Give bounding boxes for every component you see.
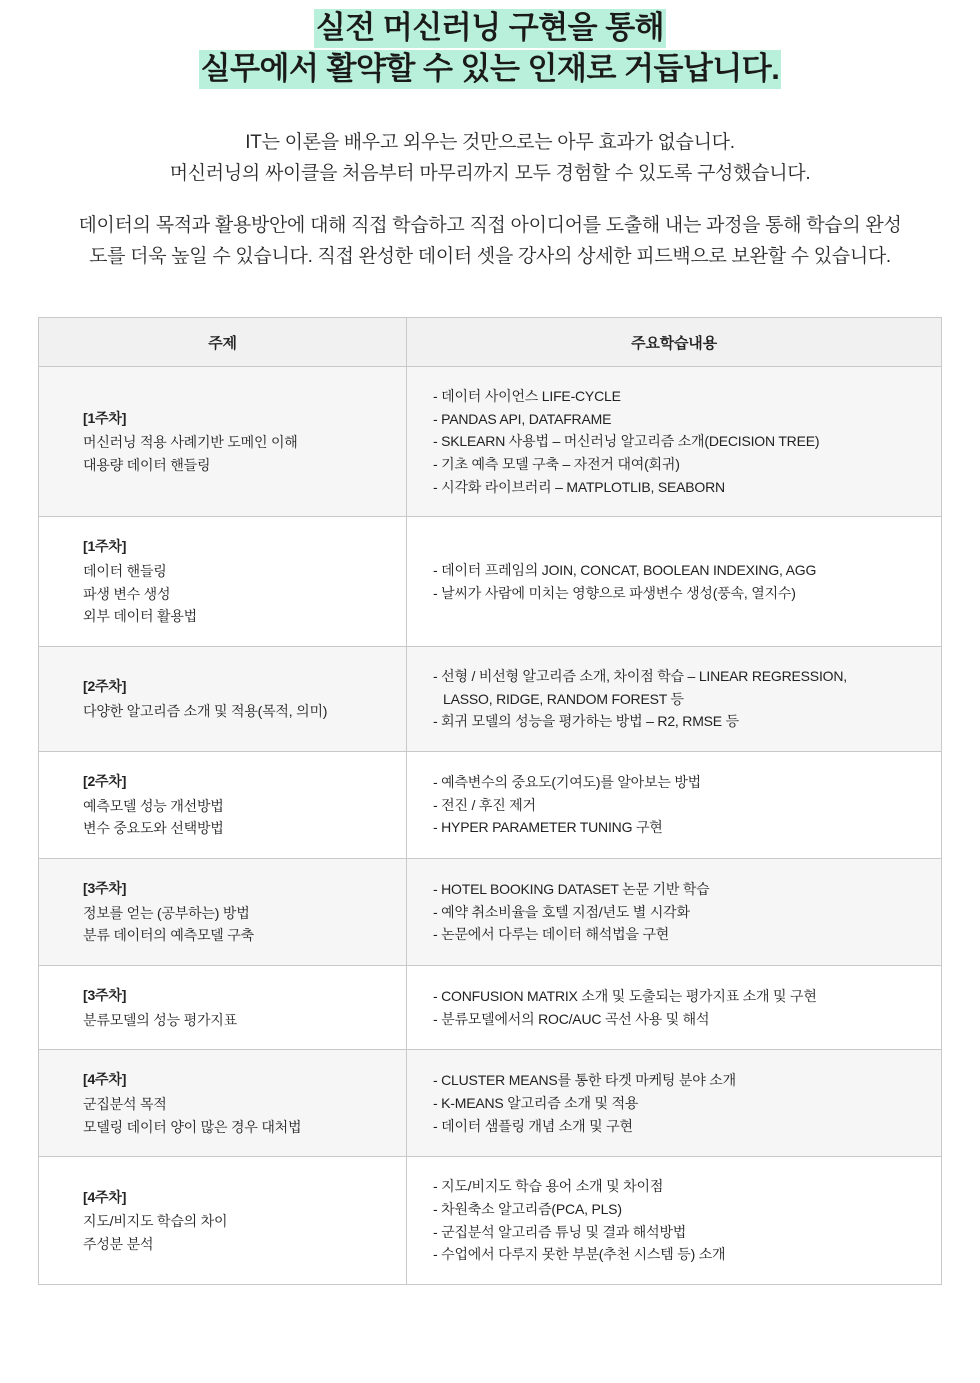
topic-lines [83,1210,388,1255]
headline-line-2 [0,49,980,90]
table-row [39,965,941,1049]
table-row [39,366,941,516]
table-body [39,366,941,1284]
content-line: - CLUSTER MEANS를 통한 타겟 마케팅 분야 소개 [433,1072,736,1089]
topic-lines [83,795,388,840]
content-line: - K-MEANS 알고리즘 소개 및 적용 [433,1094,639,1111]
topic-line: 분류 데이터의 예측모델 구축 [83,927,254,944]
curriculum-table [39,318,941,1285]
topic-line: 분류모델의 성능 평가지표 [83,1011,237,1028]
topic-lines [83,1093,388,1138]
content-lines [433,665,921,733]
content-line: LASSO, RIDGE, RANDOM FOREST 등 [443,690,684,707]
bottom-spacer [0,1285,980,1381]
table-cell-content [407,646,942,751]
content-line: - 분류모델에서의 ROC/AUC 곡선 사용 및 해석 [433,1010,710,1027]
content-line: - HYPER PARAMETER TUNING 구현 [433,819,663,836]
content-lines [433,559,921,604]
table-cell-topic [39,517,407,647]
table-cell-content [407,366,942,516]
content-lines [433,1069,921,1137]
content-line: - 지도/비지도 학습 용어 소개 및 차이점 [433,1178,664,1195]
content-line: - 수업에서 다루지 못한 부분(추천 시스템 등) 소개 [433,1246,726,1263]
topic-line: 파생 변수 생성 [83,585,171,602]
content-line: - 데이터 샘플링 개념 소개 및 구현 [433,1117,633,1134]
topic-line: 예측모델 성능 개선방법 [83,797,224,814]
table-cell-topic [39,751,407,858]
content-lines [433,385,921,498]
topic-week-label: [2주차] [83,772,127,789]
content-line: - 날씨가 사람에 미치는 영향으로 파생변수 생성(풍속, 열지수) [433,584,796,601]
topic-lines [83,431,388,476]
topic-lines [83,902,388,947]
table-cell-content [407,965,942,1049]
topic-line: 정보를 얻는 (공부하는) 방법 [83,904,250,921]
content-line: - 차원축소 알고리즘(PCA, PLS) [433,1201,622,1217]
table-cell-content [407,517,942,647]
topic-week-label: [3주차] [83,879,127,896]
intro-paragraph-2: 데이터의 목적과 활용방안에 대해 직접 학습하고 직접 아이디어를 도출해 내는 과정을 통해 학습의 완성도를 더욱 높일 수 있습니다. 직접 완성한 데이터 셋을 강사의 상세한 피드백으로 보완할 수 있습니다. [78,215,902,268]
content-line: - SKLEARN 사용법 – 머신러닝 알고리즘 소개(DECISION TREE) [433,433,820,450]
topic-line: 외부 데이터 활용법 [83,608,197,625]
curriculum-table-container [38,317,942,1285]
topic-line: 주성분 분석 [83,1236,154,1252]
headline-highlight-2: 실무에서 활약할 수 있는 인재로 거듭납니다. [199,50,782,89]
table-cell-content [407,1157,942,1285]
content-line: - 기초 예측 모델 구축 – 자전거 대여(회귀) [433,455,680,472]
page-title [0,0,980,90]
table-cell-content [407,751,942,858]
topic-line: 데이터 핸들링 [83,562,167,579]
intro-section [0,128,980,273]
table-cell-topic [39,1157,407,1285]
intro-paragraph-1-line-1: IT는 이론을 배우고 외우는 것만으로는 아무 효과가 없습니다. [245,131,735,153]
table-cell-topic [39,1050,407,1157]
table-cell-topic [39,858,407,965]
topic-line: 지도/비지도 학습의 차이 [83,1213,228,1230]
topic-week-label: [4주차] [83,1188,127,1205]
content-lines [433,878,921,946]
content-line: - 전진 / 후진 제거 [433,796,536,813]
table-row [39,1050,941,1157]
topic-line: 군집분석 목적 [83,1095,167,1112]
headline-highlight-1: 실전 머신러닝 구현을 통해 [314,9,666,48]
topic-line: 머신러닝 적용 사례기반 도메인 이해 [83,434,298,451]
topic-line: 다양한 알고리즘 소개 및 적용(목적, 의미) [83,702,328,719]
table-row [39,751,941,858]
topic-line: 모델링 데이터 양이 많은 경우 대처법 [83,1118,302,1135]
headline-line-1 [0,8,980,49]
topic-lines [83,560,388,628]
content-line: - 군집분석 알고리즘 튜닝 및 결과 해석방법 [433,1223,687,1240]
intro-paragraph-1 [0,128,980,190]
column-header-content: 주요학습내용 [407,318,942,367]
topic-week-label: [1주차] [83,409,127,426]
column-header-topic: 주제 [39,318,407,367]
content-line: - 예약 취소비율을 호텔 지점/년도 별 시각화 [433,903,690,920]
content-line: - 논문에서 다루는 데이터 해석법을 구현 [433,926,670,943]
content-line: - 시각화 라이브러리 – MATPLOTLIB, SEABORN [433,478,725,495]
table-cell-content [407,858,942,965]
topic-week-label: [1주차] [83,538,127,555]
content-line: - 예측변수의 중요도(기여도)를 알아보는 방법 [433,773,701,790]
table-header [39,318,941,367]
table-row [39,517,941,647]
table-row [39,1157,941,1285]
topic-line: 변수 중요도와 선택방법 [83,820,224,837]
topic-week-label: [4주차] [83,1071,127,1088]
content-line: - HOTEL BOOKING DATASET 논문 기반 학습 [433,880,710,897]
topic-lines [83,1009,388,1032]
topic-week-label: [3주차] [83,986,127,1003]
table-row [39,858,941,965]
content-lines [433,771,921,839]
topic-lines [83,700,388,723]
topic-line: 대용량 데이터 핸들링 [83,456,211,473]
table-cell-topic [39,646,407,751]
content-line: - 선형 / 비선형 알고리즘 소개, 차이점 학습 – LINEAR REGRESSION, [433,667,847,684]
content-line: - 데이터 프레임의 JOIN, CONCAT, BOOLEAN INDEXING, AGG [433,561,817,578]
content-line: - CONFUSION MATRIX 소개 및 도출되는 평가지표 소개 및 구현 [433,987,817,1004]
topic-week-label: [2주차] [83,678,127,695]
table-cell-topic [39,965,407,1049]
table-header-row [39,318,941,367]
intro-paragraph-1-line-2: 머신러닝의 싸이클을 처음부터 마무리까지 모두 경험할 수 있도록 구성했습니다. [169,162,811,184]
table-cell-topic [39,366,407,516]
content-line: - 회귀 모델의 성능을 평가하는 방법 – R2, RMSE 등 [433,713,739,730]
content-lines [433,985,921,1030]
table-cell-content [407,1050,942,1157]
content-lines [433,1175,921,1266]
content-line: - 데이터 사이언스 LIFE-CYCLE [433,387,621,404]
content-line: - PANDAS API, DATAFRAME [433,410,612,427]
table-row [39,646,941,751]
